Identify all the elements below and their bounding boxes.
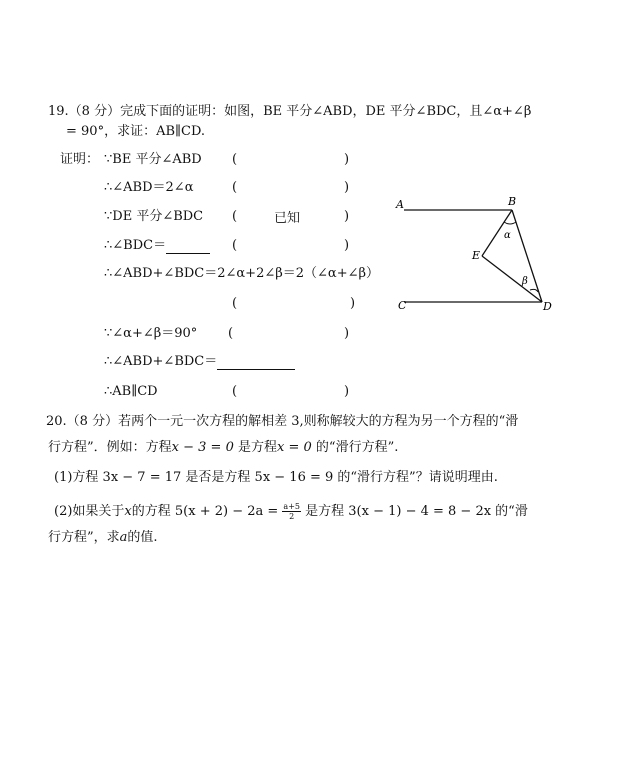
reason-close-paren: ) (344, 180, 350, 195)
q19-header: 19.（8 分）完成下面的证明：如图，BE 平分∠ABD，DE 平分∠BDC，且∠α+∠β (48, 104, 532, 119)
reason-close-paren: ) (344, 238, 350, 253)
proof-step-7: ∵∠α+∠β＝90° (104, 326, 198, 341)
q19-header-cont: = 90°，求证：AB∥CD. (66, 124, 206, 139)
reason-close-paren: ) (344, 326, 350, 341)
reason-open-paren: ( (232, 296, 238, 311)
q20-part-2-cont (48, 530, 158, 546)
reason-close-paren: ) (344, 384, 350, 399)
geometry-figure (390, 192, 560, 317)
q20-example-eq2: x = 0 (277, 440, 312, 455)
proof-label: 证明： (60, 152, 100, 167)
proof-step-8 (104, 354, 295, 370)
proof-step-3: ∵DE 平分∠BDC (104, 209, 204, 224)
reason-open-paren: ( (232, 180, 238, 195)
q20-intro-text-c: 的“滑行方程”. (315, 440, 399, 455)
reason-open-paren: ( (232, 238, 238, 253)
proof-step-2: ∴∠ABD＝2∠α (104, 180, 194, 195)
q20-example-eq1: x − 3 = 0 (171, 440, 234, 455)
angle-beta-arc (530, 289, 538, 292)
q20-part-2-line2-a: 行方程”，求 (48, 530, 120, 545)
q20-intro-text-a: 行方程”．例如：方程 (48, 440, 172, 455)
proof-step-9: ∴AB∥CD (104, 384, 158, 399)
label-alpha: α (504, 230, 511, 241)
answer-blank[interactable] (217, 357, 295, 370)
label-d: D (543, 300, 552, 313)
q20-intro: 20.（8 分）若两个一元一次方程的解相差 3,则称解较大的方程为另一个方程的“滑 (46, 414, 519, 429)
proof-step-1: ∵BE 平分∠ABD (104, 152, 202, 167)
label-beta: β (522, 276, 528, 287)
fraction-numerator: a+5 (283, 502, 300, 511)
q20-intro-cont (48, 440, 398, 456)
reason-open-paren: ( (232, 152, 238, 167)
reason-fill-given: 已知 (274, 211, 301, 226)
q20-part-2-text-b: 的方程 5(x + 2) − 2a = (131, 504, 279, 519)
q20-part-1: (1)方程 3x − 7 = 17 是否是方程 5x − 16 = 9 的“滑行方程”？请说明理由. (54, 470, 498, 485)
line-bd (512, 210, 542, 302)
angle-alpha-arc (504, 222, 516, 224)
label-a: A (396, 198, 404, 211)
line-de (482, 256, 542, 302)
q20-part-2-line2-b: 的值. (127, 530, 158, 545)
reason-open-paren: ( (228, 326, 234, 341)
q20-var-x: x (124, 504, 132, 519)
label-b: B (508, 195, 517, 208)
reason-open-paren: ( (232, 209, 238, 224)
q20-part-2-text-c: 是方程 3(x − 1) − 4 = 8 − 2x 的“滑 (305, 504, 528, 519)
proof-step-4-text: ∴∠BDC＝ (104, 238, 167, 253)
fraction (282, 502, 301, 521)
q20-part-2 (54, 502, 528, 522)
q20-intro-text-b: 是方程 (238, 440, 278, 455)
label-e: E (472, 249, 481, 262)
answer-blank[interactable] (166, 241, 210, 254)
fraction-denominator: 2 (289, 512, 295, 521)
proof-step-5: ∴∠ABD+∠BDC＝2∠α+2∠β＝2（∠α+∠β） (104, 266, 379, 281)
q20-part-2-text-a: (2)如果关于 (54, 504, 125, 519)
label-c: C (398, 299, 407, 312)
reason-close-paren: ) (344, 152, 350, 167)
proof-step-4 (104, 238, 210, 254)
reason-open-paren: ( (232, 384, 238, 399)
proof-step-8-text: ∴∠ABD+∠BDC＝ (104, 354, 218, 369)
reason-close-paren: ) (350, 296, 356, 311)
q20-var-a: a (119, 530, 128, 545)
reason-close-paren: ) (344, 209, 350, 224)
